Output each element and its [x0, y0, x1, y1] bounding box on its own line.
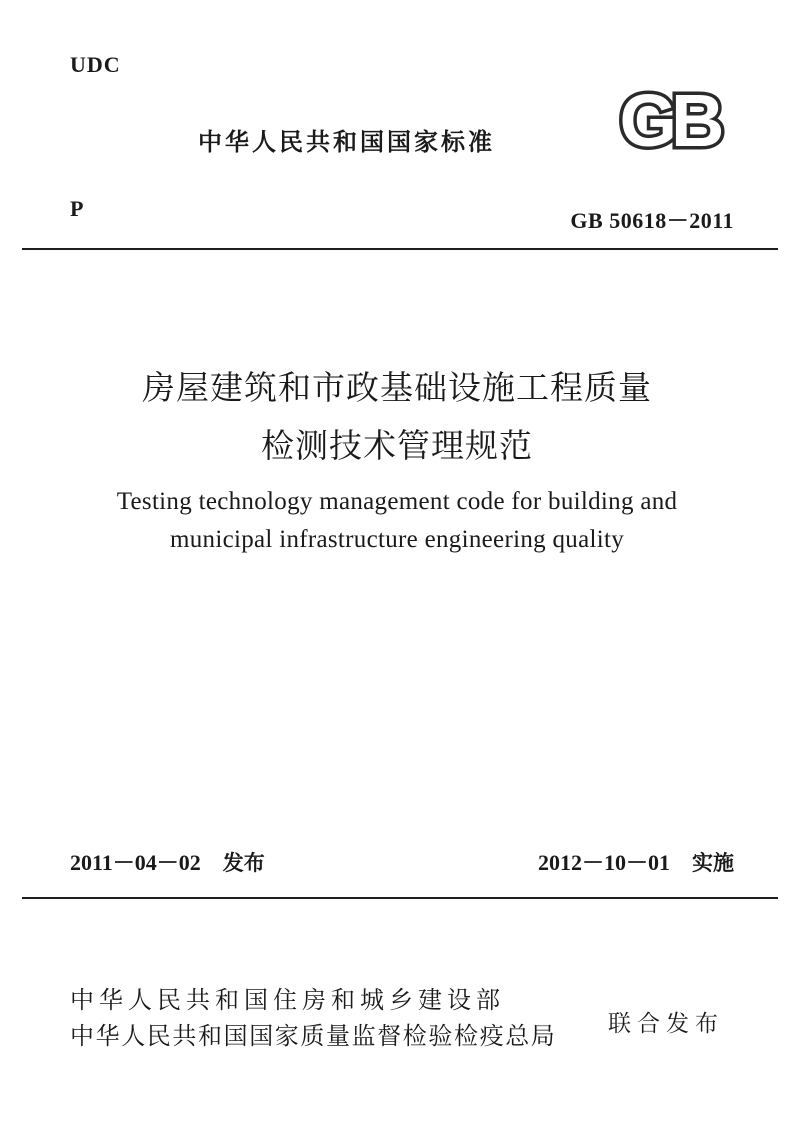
gb-logo-svg: [598, 86, 740, 154]
publisher-org-2: 中华人民共和国国家质量监督检验检疫总局: [70, 1022, 557, 1050]
title-zh-line1: 房屋建筑和市政基础设施工程质量: [142, 368, 652, 407]
joint-publish-label: 联合发布: [608, 1011, 724, 1037]
issue-date: 2011－04－02: [70, 850, 201, 875]
impl-date: 2012－10－01: [537, 850, 670, 875]
impl-date-block: [538, 846, 734, 877]
udc-label: UDC: [70, 52, 121, 77]
title-en-line1: Testing technology management code for building and: [116, 488, 678, 515]
impl-label: 实施: [692, 851, 734, 875]
issue-label: 发布: [222, 851, 265, 875]
publisher-org-1: 中华人民共和国住房和城乡建设部: [70, 986, 505, 1014]
issue-date-block: [70, 846, 265, 877]
standard-code: GB 50618－2011: [570, 208, 734, 233]
title-zh-line2: 检测技术管理规范: [261, 426, 533, 465]
standard-type: 中华人民共和国国家标准: [198, 128, 495, 156]
classification-letter: P: [70, 196, 84, 221]
top-divider: [22, 248, 778, 250]
gb-logo-icon: [598, 86, 740, 154]
bottom-divider: [22, 897, 778, 899]
title-en-line2: municipal infrastructure engineering quality: [169, 526, 625, 553]
gb-logo-text: GB: [619, 86, 719, 154]
